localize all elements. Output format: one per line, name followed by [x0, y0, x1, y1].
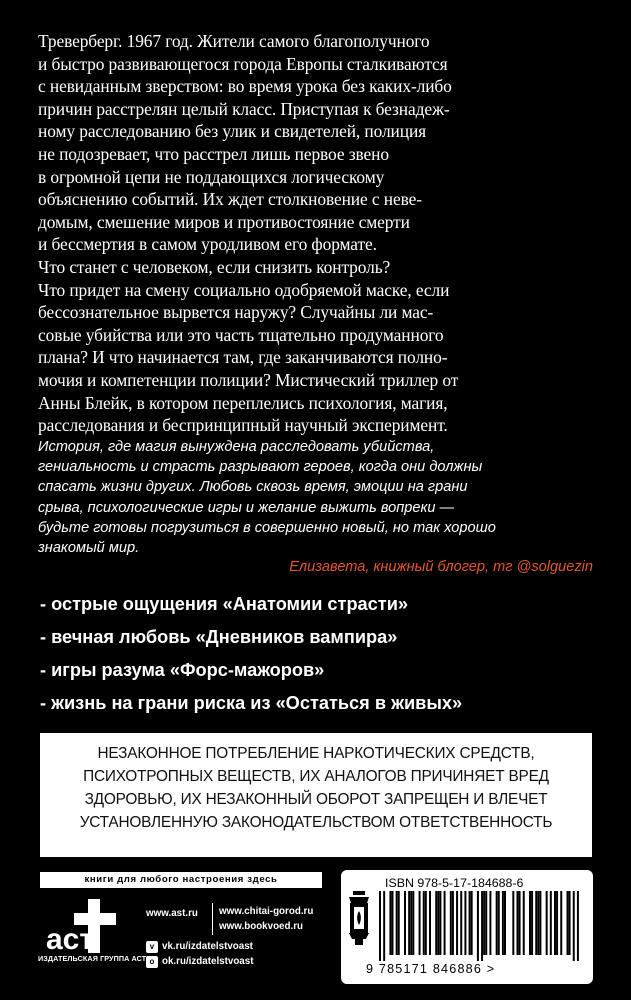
- barcode-bar: [471, 891, 473, 955]
- barcode-bar: [523, 891, 525, 955]
- review-signature: Елизавета, книжный блогер, тг @solguezin: [289, 559, 593, 575]
- barcode-bar: [481, 891, 483, 961]
- site-link-ast[interactable]: www.ast.ru: [146, 908, 198, 919]
- barcode-bar: [554, 891, 556, 955]
- barcode-bar: [389, 891, 391, 955]
- barcode-bar: [517, 891, 519, 955]
- barcode-bar: [450, 891, 452, 955]
- warning-line: УСТАНОВЛЕННУЮ ЗАКОНОДАТЕЛЬСТВОМ ОТВЕТСТВЕННОСТЬ: [79, 814, 553, 831]
- warning-line: НЕЗАКОННОЕ ПОТРЕБЛЕНИЕ НАРКОТИЧЕСКИХ СРЕДСТВ,: [97, 745, 535, 762]
- review-line: будьте готовы погрузиться в совершенно новый, но так хорошо: [38, 519, 496, 536]
- book-description: [38, 30, 558, 437]
- barcode-bar: [556, 891, 558, 955]
- barcode-bar: [550, 891, 552, 955]
- description-line: в огромной цепи не поддающихся логическому: [38, 166, 385, 187]
- barcode-bar: [379, 891, 381, 961]
- warning-line: ПСИХОТРОПНЫХ ВЕЩЕСТВ, ИХ АНАЛОГОВ ПРИЧИНЯЕТ ВРЕД: [83, 768, 549, 785]
- barcode-bar: [539, 891, 541, 955]
- barcode-bar: [502, 891, 504, 955]
- review-line: гениальность и страсть разрывают героев, когда они должны: [38, 459, 483, 476]
- description-line: причин расстрелян целый класс. Приступая к безнадеж-: [38, 98, 450, 119]
- barcode-bar: [535, 891, 537, 955]
- publisher-caption: ИЗДАТЕЛЬСКАЯ ГРУППА АСТ: [38, 954, 147, 963]
- description-line: домым, смешение миров и противостояние смерти: [38, 211, 410, 232]
- barcode-bar: [425, 891, 427, 955]
- warning-line: ЗДОРОВЬЮ, ИХ НЕЗАКОННЫЙ ОБОРОТ ЗАПРЕЩЕН И ВЛЕЧЕТ: [84, 791, 548, 808]
- review-quote: [38, 437, 558, 558]
- feature-item: - жизнь на грани риска из «Остаться в живых»: [40, 693, 463, 713]
- vk-link[interactable]: vk.ru/izdatelstvoast: [162, 941, 253, 952]
- barcode-bar: [404, 891, 406, 955]
- legal-warning-box: [40, 733, 592, 857]
- barcode-bar: [396, 891, 398, 955]
- barcode-bar: [435, 891, 437, 955]
- barcode-bar: [398, 891, 400, 955]
- review-line: срыва, психологические игры и желание выжить вопреки —: [38, 499, 455, 516]
- description-line: Что станет с человеком, если снизить контроль?: [38, 256, 391, 277]
- barcode-bar: [419, 891, 421, 955]
- description-line: Треверберг. 1967 год. Жители самого благополучного: [38, 31, 430, 51]
- barcode-bar: [429, 891, 431, 955]
- review-line: История, где магия вынуждена расследовать убийства,: [38, 439, 435, 455]
- description-line: с невиданным зверством: во время урока без каких-либо: [38, 76, 452, 97]
- barcode-bar: [483, 891, 485, 955]
- barcode-bar: [573, 891, 575, 961]
- slogan-bar: книги для любого настроения здесь: [40, 872, 322, 888]
- barcode-bar: [498, 891, 500, 955]
- description-line: плана? И что начинается там, где заканчиваются полно-: [38, 347, 448, 368]
- barcode-bar: [460, 891, 462, 955]
- description-line: Что придет на смену социально одобряемой маске, если: [38, 279, 450, 300]
- description-line: Анны Блейк, в котором переплелись психология, магия,: [38, 392, 448, 413]
- barcode-bar: [456, 891, 458, 955]
- barcode-bar: [452, 891, 454, 955]
- lantern-icon: [347, 891, 371, 947]
- barcode-bar: [410, 891, 412, 955]
- description-line: не подозревает, что расстрел лишь первое звено: [38, 143, 389, 164]
- barcode-bar: [504, 891, 506, 955]
- divider: [212, 903, 213, 935]
- feature-item: - вечная любовь «Дневников вампира»: [40, 627, 398, 647]
- barcode-bar: [437, 891, 439, 955]
- ok-icon: o: [146, 956, 158, 968]
- description-line: совые убийства или это часть тщательно продуманного: [38, 324, 444, 345]
- barcode-bar: [560, 891, 562, 955]
- description-line: мочия и компетенции полиции? Мистический триллер от: [38, 369, 459, 390]
- feature-item: - игры разума «Форс-мажоров»: [40, 660, 325, 680]
- barcode-bar: [529, 891, 531, 955]
- barcode-bar: [392, 891, 394, 955]
- barcode-bar: [496, 891, 498, 955]
- barcode-bar: [512, 891, 514, 955]
- description-line: расследования и беспринципный научный эксперимент.: [38, 415, 448, 436]
- site-link-bookvoed[interactable]: www.bookvoed.ru: [219, 921, 304, 932]
- barcode-bar: [477, 891, 479, 961]
- site-link-chitai-gorod[interactable]: www.chitai-gorod.ru: [219, 906, 314, 917]
- barcode-bar: [464, 891, 466, 955]
- barcode-bar: [567, 891, 569, 955]
- barcode-bar: [412, 891, 414, 955]
- description-line: бессознательное вырвется наружу? Случайны ли мас-: [38, 302, 434, 323]
- barcode-bar: [444, 891, 446, 955]
- isbn-number: ISBN 978-5-17-184688-6: [385, 876, 524, 890]
- description-line: и бессмертия в самом уродливом его формате.: [38, 234, 377, 255]
- barcode-bar: [489, 891, 491, 955]
- feature-item: - острые ощущения «Анатомии страсти»: [40, 594, 408, 614]
- barcode-bar: [383, 891, 385, 961]
- barcode-bar: [408, 891, 410, 955]
- review-line: знакомый мир.: [38, 540, 140, 557]
- barcode-bar: [577, 891, 579, 961]
- barcode-bar: [569, 891, 571, 955]
- review-line: спасать жизни других. Любовь сквозь время, эмоции на грани: [38, 479, 468, 496]
- barcode-bar: [546, 891, 548, 955]
- ean-digits: 9 785171 846886 >: [366, 962, 496, 976]
- description-line: ному расследованию без улик и свидетелей, полиция: [38, 121, 427, 142]
- barcode-bar: [485, 891, 487, 955]
- barcode-bar: [439, 891, 441, 955]
- barcode-bar: [537, 891, 539, 955]
- description-line: объяснению событий. Их ждет столкновение с неве-: [38, 189, 422, 210]
- barcode: [379, 891, 579, 961]
- ok-link[interactable]: ok.ru/izdatelstvoast: [162, 956, 254, 967]
- description-line: и быстро развивающегося города Европы сталкиваются: [38, 53, 448, 74]
- barcode-bar: [469, 891, 471, 955]
- vk-icon: v: [146, 941, 158, 953]
- barcode-bar: [423, 891, 425, 955]
- logo-text: аст: [46, 923, 95, 956]
- barcode-bar: [519, 891, 521, 955]
- barcode-bar: [531, 891, 533, 955]
